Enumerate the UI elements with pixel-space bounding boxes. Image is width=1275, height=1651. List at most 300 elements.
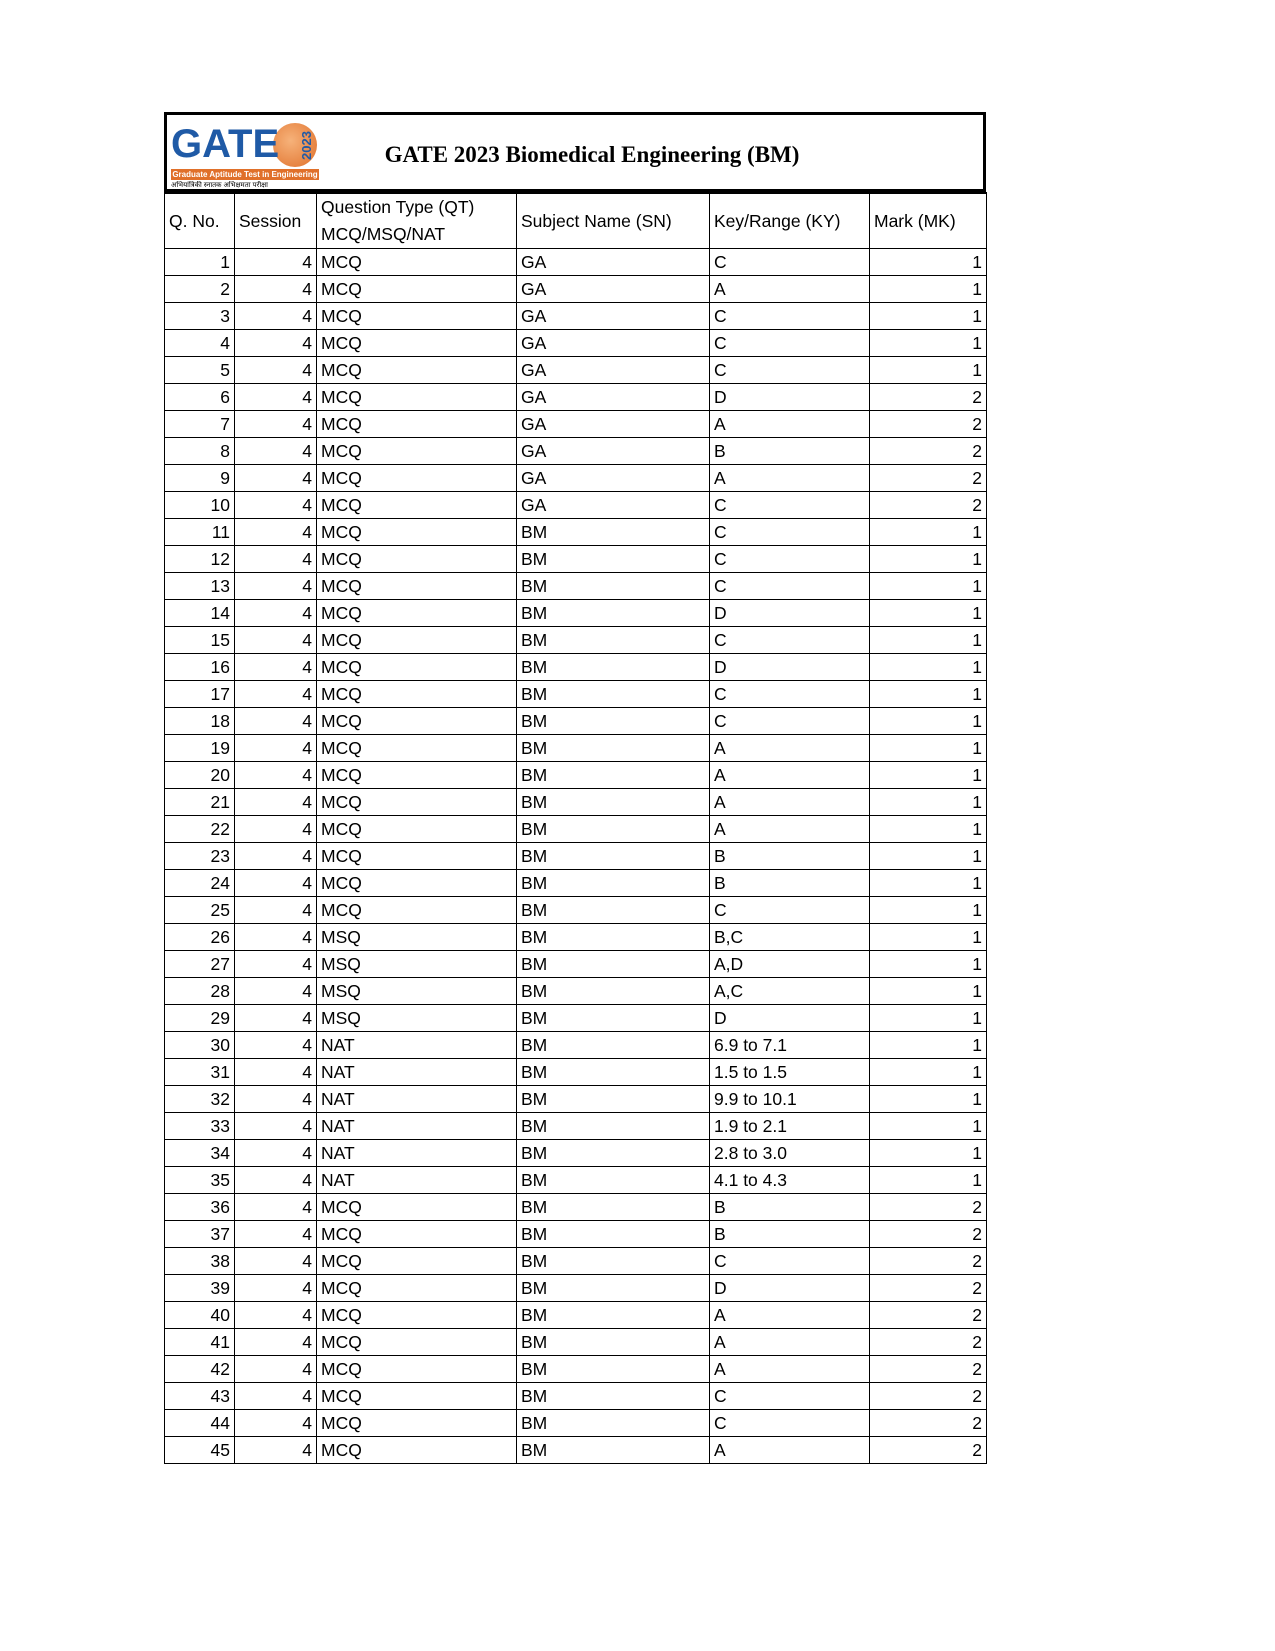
cell-session: 4 [235, 1302, 317, 1329]
cell-qno: 3 [165, 303, 235, 330]
cell-qno: 19 [165, 735, 235, 762]
cell-subject: BM [517, 1410, 710, 1437]
cell-mark: 1 [870, 330, 987, 357]
cell-qno: 10 [165, 492, 235, 519]
cell-session: 4 [235, 1140, 317, 1167]
cell-question-type: MCQ [317, 573, 517, 600]
cell-qno: 38 [165, 1248, 235, 1275]
cell-mark: 1 [870, 708, 987, 735]
table-row [165, 951, 987, 978]
table-row [165, 1356, 987, 1383]
table-row [165, 762, 987, 789]
cell-key: C [710, 357, 870, 384]
header-banner [164, 112, 986, 192]
cell-key: B [710, 1194, 870, 1221]
cell-qno: 15 [165, 627, 235, 654]
cell-session: 4 [235, 816, 317, 843]
table-row [165, 816, 987, 843]
cell-qno: 22 [165, 816, 235, 843]
cell-subject: BM [517, 1437, 710, 1464]
cell-qno: 11 [165, 519, 235, 546]
cell-session: 4 [235, 1032, 317, 1059]
table-row [165, 1410, 987, 1437]
cell-qno: 1 [165, 249, 235, 276]
table-row [165, 357, 987, 384]
cell-key: A [710, 1329, 870, 1356]
cell-question-type: MCQ [317, 330, 517, 357]
cell-session: 4 [235, 465, 317, 492]
cell-mark: 1 [870, 843, 987, 870]
cell-mark: 2 [870, 492, 987, 519]
table-body [165, 249, 987, 1464]
cell-qno: 25 [165, 897, 235, 924]
cell-subject: BM [517, 1302, 710, 1329]
cell-qno: 17 [165, 681, 235, 708]
cell-subject: BM [517, 1059, 710, 1086]
cell-question-type: MCQ [317, 276, 517, 303]
cell-session: 4 [235, 789, 317, 816]
cell-qno: 34 [165, 1140, 235, 1167]
cell-mark: 1 [870, 924, 987, 951]
answer-key-table [164, 192, 987, 1464]
cell-session: 4 [235, 546, 317, 573]
table-row [165, 1005, 987, 1032]
cell-session: 4 [235, 411, 317, 438]
cell-key: C [710, 303, 870, 330]
table-row [165, 384, 987, 411]
cell-mark: 1 [870, 1140, 987, 1167]
cell-subject: BM [517, 1140, 710, 1167]
cell-qno: 13 [165, 573, 235, 600]
cell-key: C [710, 519, 870, 546]
cell-key: A [710, 816, 870, 843]
table-row [165, 249, 987, 276]
cell-subject: BM [517, 681, 710, 708]
cell-key: A [710, 1356, 870, 1383]
cell-key: 2.8 to 3.0 [710, 1140, 870, 1167]
cell-mark: 1 [870, 870, 987, 897]
cell-subject: BM [517, 870, 710, 897]
cell-session: 4 [235, 573, 317, 600]
cell-key: 9.9 to 10.1 [710, 1086, 870, 1113]
cell-subject: BM [517, 600, 710, 627]
cell-question-type: MCQ [317, 681, 517, 708]
cell-session: 4 [235, 303, 317, 330]
cell-mark: 2 [870, 1437, 987, 1464]
table-row [165, 330, 987, 357]
cell-question-type: MCQ [317, 1221, 517, 1248]
cell-subject: GA [517, 465, 710, 492]
cell-qno: 6 [165, 384, 235, 411]
cell-question-type: MCQ [317, 1248, 517, 1275]
table-row [165, 303, 987, 330]
table-row [165, 573, 987, 600]
cell-subject: BM [517, 519, 710, 546]
cell-question-type: MCQ [317, 492, 517, 519]
cell-question-type: MCQ [317, 816, 517, 843]
cell-qno: 30 [165, 1032, 235, 1059]
cell-qno: 33 [165, 1113, 235, 1140]
cell-key: B [710, 870, 870, 897]
cell-mark: 1 [870, 1086, 987, 1113]
logo-word: GATE [171, 122, 280, 166]
cell-session: 4 [235, 1194, 317, 1221]
table-row [165, 1248, 987, 1275]
cell-qno: 32 [165, 1086, 235, 1113]
cell-subject: BM [517, 1005, 710, 1032]
table-row [165, 1032, 987, 1059]
cell-key: 6.9 to 7.1 [710, 1032, 870, 1059]
cell-key: 1.9 to 2.1 [710, 1113, 870, 1140]
cell-session: 4 [235, 627, 317, 654]
cell-session: 4 [235, 1005, 317, 1032]
cell-key: C [710, 249, 870, 276]
cell-key: A [710, 762, 870, 789]
cell-key: B [710, 438, 870, 465]
table-row [165, 1275, 987, 1302]
cell-qno: 9 [165, 465, 235, 492]
cell-subject: BM [517, 1356, 710, 1383]
cell-mark: 1 [870, 627, 987, 654]
cell-session: 4 [235, 1221, 317, 1248]
cell-session: 4 [235, 762, 317, 789]
cell-subject: BM [517, 1032, 710, 1059]
cell-subject: BM [517, 546, 710, 573]
column-header-subject: Subject Name (SN) [517, 193, 710, 249]
cell-key: D [710, 384, 870, 411]
cell-question-type: MCQ [317, 708, 517, 735]
column-header-question-type-line1: Question Type (QT) [321, 197, 475, 217]
cell-session: 4 [235, 357, 317, 384]
cell-subject: BM [517, 897, 710, 924]
cell-subject: BM [517, 1113, 710, 1140]
cell-mark: 1 [870, 303, 987, 330]
cell-mark: 1 [870, 1005, 987, 1032]
cell-qno: 42 [165, 1356, 235, 1383]
cell-subject: GA [517, 330, 710, 357]
cell-subject: BM [517, 1221, 710, 1248]
table-row [165, 546, 987, 573]
logo-tagline: Graduate Aptitude Test in Engineering [172, 170, 318, 179]
cell-question-type: MCQ [317, 1302, 517, 1329]
cell-mark: 2 [870, 1221, 987, 1248]
column-header-question-type [317, 193, 517, 249]
cell-mark: 1 [870, 276, 987, 303]
cell-question-type: MCQ [317, 1410, 517, 1437]
cell-qno: 4 [165, 330, 235, 357]
cell-question-type: NAT [317, 1032, 517, 1059]
cell-subject: BM [517, 1275, 710, 1302]
cell-qno: 14 [165, 600, 235, 627]
cell-question-type: MCQ [317, 465, 517, 492]
cell-question-type: MSQ [317, 924, 517, 951]
cell-session: 4 [235, 330, 317, 357]
cell-subject: BM [517, 1167, 710, 1194]
cell-key: B [710, 843, 870, 870]
table-row [165, 654, 987, 681]
cell-key: A [710, 411, 870, 438]
cell-session: 4 [235, 870, 317, 897]
cell-question-type: MCQ [317, 627, 517, 654]
table-row [165, 1059, 987, 1086]
cell-session: 4 [235, 1410, 317, 1437]
cell-subject: BM [517, 762, 710, 789]
cell-key: C [710, 546, 870, 573]
cell-qno: 40 [165, 1302, 235, 1329]
cell-key: C [710, 492, 870, 519]
table-row [165, 1437, 987, 1464]
cell-subject: GA [517, 411, 710, 438]
cell-key: C [710, 708, 870, 735]
cell-question-type: MCQ [317, 654, 517, 681]
cell-question-type: MCQ [317, 735, 517, 762]
cell-subject: GA [517, 384, 710, 411]
cell-session: 4 [235, 276, 317, 303]
cell-key: C [710, 330, 870, 357]
cell-subject: BM [517, 789, 710, 816]
cell-mark: 2 [870, 465, 987, 492]
table-row [165, 843, 987, 870]
cell-qno: 5 [165, 357, 235, 384]
table-row [165, 789, 987, 816]
cell-key: D [710, 654, 870, 681]
cell-mark: 1 [870, 1032, 987, 1059]
cell-subject: BM [517, 627, 710, 654]
table-row [165, 708, 987, 735]
cell-question-type: MSQ [317, 1005, 517, 1032]
cell-subject: BM [517, 951, 710, 978]
cell-question-type: MCQ [317, 438, 517, 465]
column-header-question-type-line2: MCQ/MSQ/NAT [321, 224, 446, 244]
logo-hindi-tagline: अभियांत्रिकी स्नातक अभिक्षमता परीक्षा [171, 182, 268, 189]
cell-question-type: MSQ [317, 951, 517, 978]
cell-session: 4 [235, 1383, 317, 1410]
table-row [165, 1167, 987, 1194]
cell-key: C [710, 627, 870, 654]
cell-session: 4 [235, 1275, 317, 1302]
cell-question-type: NAT [317, 1167, 517, 1194]
cell-qno: 21 [165, 789, 235, 816]
cell-subject: BM [517, 924, 710, 951]
cell-mark: 1 [870, 600, 987, 627]
cell-qno: 41 [165, 1329, 235, 1356]
cell-qno: 37 [165, 1221, 235, 1248]
cell-mark: 1 [870, 735, 987, 762]
cell-session: 4 [235, 519, 317, 546]
cell-mark: 1 [870, 573, 987, 600]
column-header-qno: Q. No. [165, 193, 235, 249]
cell-session: 4 [235, 1437, 317, 1464]
table-row [165, 438, 987, 465]
cell-key: C [710, 681, 870, 708]
cell-mark: 2 [870, 1329, 987, 1356]
cell-session: 4 [235, 681, 317, 708]
cell-mark: 2 [870, 438, 987, 465]
cell-mark: 2 [870, 1302, 987, 1329]
cell-key: B,C [710, 924, 870, 951]
cell-session: 4 [235, 1248, 317, 1275]
column-header-key: Key/Range (KY) [710, 193, 870, 249]
cell-mark: 1 [870, 249, 987, 276]
cell-key: D [710, 1275, 870, 1302]
table-row [165, 735, 987, 762]
cell-subject: BM [517, 573, 710, 600]
cell-key: D [710, 600, 870, 627]
cell-question-type: MCQ [317, 546, 517, 573]
cell-question-type: MCQ [317, 303, 517, 330]
table-row [165, 1086, 987, 1113]
cell-qno: 39 [165, 1275, 235, 1302]
cell-subject: GA [517, 357, 710, 384]
table-row [165, 924, 987, 951]
cell-session: 4 [235, 843, 317, 870]
cell-qno: 43 [165, 1383, 235, 1410]
table-row [165, 600, 987, 627]
cell-session: 4 [235, 924, 317, 951]
cell-mark: 1 [870, 546, 987, 573]
cell-question-type: MCQ [317, 870, 517, 897]
table-row [165, 519, 987, 546]
cell-session: 4 [235, 600, 317, 627]
cell-mark: 1 [870, 897, 987, 924]
cell-qno: 27 [165, 951, 235, 978]
cell-question-type: MCQ [317, 1194, 517, 1221]
cell-qno: 31 [165, 1059, 235, 1086]
cell-session: 4 [235, 1167, 317, 1194]
cell-question-type: MCQ [317, 1329, 517, 1356]
table-row [165, 1140, 987, 1167]
column-header-mark: Mark (MK) [870, 193, 987, 249]
cell-key: C [710, 897, 870, 924]
cell-subject: BM [517, 654, 710, 681]
cell-key: D [710, 1005, 870, 1032]
cell-mark: 2 [870, 1356, 987, 1383]
cell-qno: 2 [165, 276, 235, 303]
cell-key: 1.5 to 1.5 [710, 1059, 870, 1086]
cell-mark: 1 [870, 789, 987, 816]
cell-question-type: MCQ [317, 789, 517, 816]
cell-qno: 45 [165, 1437, 235, 1464]
cell-session: 4 [235, 492, 317, 519]
cell-mark: 1 [870, 1167, 987, 1194]
table-row [165, 1221, 987, 1248]
cell-session: 4 [235, 1356, 317, 1383]
cell-key: 4.1 to 4.3 [710, 1167, 870, 1194]
cell-qno: 12 [165, 546, 235, 573]
cell-qno: 36 [165, 1194, 235, 1221]
cell-subject: GA [517, 438, 710, 465]
cell-mark: 2 [870, 1275, 987, 1302]
cell-subject: BM [517, 735, 710, 762]
cell-session: 4 [235, 1086, 317, 1113]
cell-subject: BM [517, 708, 710, 735]
cell-question-type: MCQ [317, 519, 517, 546]
cell-key: A [710, 1302, 870, 1329]
table-row [165, 411, 987, 438]
cell-key: C [710, 573, 870, 600]
answer-key-sheet [164, 112, 986, 1464]
cell-session: 4 [235, 1329, 317, 1356]
cell-qno: 7 [165, 411, 235, 438]
cell-qno: 44 [165, 1410, 235, 1437]
table-row [165, 627, 987, 654]
cell-session: 4 [235, 708, 317, 735]
cell-key: C [710, 1410, 870, 1437]
table-row [165, 681, 987, 708]
cell-question-type: MCQ [317, 762, 517, 789]
cell-question-type: NAT [317, 1086, 517, 1113]
cell-key: A [710, 789, 870, 816]
cell-mark: 1 [870, 762, 987, 789]
cell-question-type: MCQ [317, 1356, 517, 1383]
cell-mark: 1 [870, 357, 987, 384]
table-row [165, 897, 987, 924]
table-row [165, 1329, 987, 1356]
cell-session: 4 [235, 384, 317, 411]
table-row [165, 978, 987, 1005]
cell-qno: 8 [165, 438, 235, 465]
cell-subject: GA [517, 303, 710, 330]
cell-mark: 2 [870, 1194, 987, 1221]
cell-session: 4 [235, 735, 317, 762]
document-title: GATE 2023 Biomedical Engineering (BM) [384, 142, 800, 167]
cell-qno: 28 [165, 978, 235, 1005]
cell-key: B [710, 1221, 870, 1248]
cell-subject: GA [517, 276, 710, 303]
logo-year: 2023 [299, 131, 314, 161]
cell-question-type: MCQ [317, 1437, 517, 1464]
table-row [165, 1194, 987, 1221]
cell-question-type: MCQ [317, 384, 517, 411]
cell-key: A [710, 465, 870, 492]
table-row [165, 1302, 987, 1329]
table-row [165, 492, 987, 519]
cell-session: 4 [235, 951, 317, 978]
cell-session: 4 [235, 897, 317, 924]
table-row [165, 1383, 987, 1410]
table-header-row [165, 193, 987, 249]
table-row [165, 1113, 987, 1140]
cell-qno: 20 [165, 762, 235, 789]
cell-session: 4 [235, 438, 317, 465]
cell-subject: BM [517, 816, 710, 843]
cell-question-type: NAT [317, 1059, 517, 1086]
cell-key: C [710, 1248, 870, 1275]
cell-session: 4 [235, 978, 317, 1005]
cell-subject: BM [517, 1248, 710, 1275]
cell-session: 4 [235, 1113, 317, 1140]
cell-mark: 1 [870, 1059, 987, 1086]
cell-key: A [710, 735, 870, 762]
cell-key: A,C [710, 978, 870, 1005]
cell-question-type: MCQ [317, 249, 517, 276]
cell-question-type: MCQ [317, 600, 517, 627]
cell-mark: 1 [870, 978, 987, 1005]
cell-subject: BM [517, 1194, 710, 1221]
cell-mark: 1 [870, 654, 987, 681]
cell-key: C [710, 1383, 870, 1410]
cell-mark: 1 [870, 681, 987, 708]
cell-subject: BM [517, 1329, 710, 1356]
cell-mark: 1 [870, 816, 987, 843]
table-row [165, 465, 987, 492]
cell-subject: GA [517, 249, 710, 276]
cell-session: 4 [235, 1059, 317, 1086]
cell-key: A,D [710, 951, 870, 978]
cell-question-type: NAT [317, 1140, 517, 1167]
cell-subject: BM [517, 1383, 710, 1410]
cell-question-type: MCQ [317, 357, 517, 384]
